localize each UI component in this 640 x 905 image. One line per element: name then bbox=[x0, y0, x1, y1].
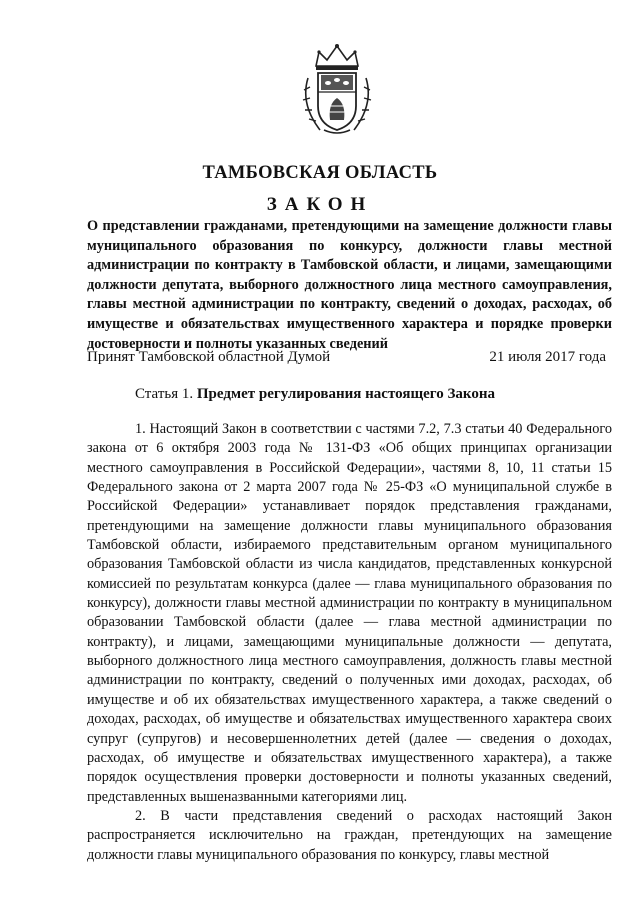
article-body bbox=[87, 420, 612, 865]
adoption-statement: Принят Тамбовской областной Думой bbox=[87, 349, 331, 365]
adoption-date: 21 июля 2017 года bbox=[489, 349, 606, 365]
law-title: О представлении гражданами, претендующими на замещение должности главы муниципального образования по конкурсу, должности главы местной администрации по контракту в Тамбовской области, и лицами, замещающими должности депутата, выборного должностного лица местного самоуправления, главы местной администрации по контракту, сведений о доходах, расходах, об имуществе и обязательствах имущественного характера и порядке проверки достоверности и полноты указанных сведений bbox=[87, 218, 612, 352]
article-number: Статья 1. bbox=[135, 386, 194, 402]
article-heading bbox=[135, 386, 495, 403]
law-heading: ЗАКОН bbox=[266, 194, 374, 215]
coat-of-arms-icon bbox=[294, 40, 380, 136]
paragraph-1: 1. Настоящий Закон в соответствии с частями 7.2, 7.3 статьи 40 Федерального закона от 6 октября 2003 года № 131-ФЗ «Об общих принципах организации местного самоуправления в Российской Федерации», частями 8, 10, 11 статьи 15 Федерального закона от 2 марта 2007 года № 25-ФЗ «О муниципальной службе в Российской Федерации» устанавливает порядок представления гражданами, претендующими на замещение должности главы муниципального образования Тамбовской области, избираемого представительным органом муниципального образования Тамбовской области из числа кандидатов, представленных конкурсной комиссией по результатам конкурса (далее — глава муниципального образования по конкурсу), должности главы местной администрации по контракту в муниципальном образовании Тамбовской области (далее — глава местной администрации по контракту), и лицами, замещающими муниципальные должности — депутата, выборного должностного лица местного самоуправления, должность главы местной администрации по контракту, сведений о полученных ими доходах, расходах, об имуществе и об их обязательствах имущественного характера, а также сведений о доходах, расходах, об имуществе и обязательствах имущественного характера своих супруг (супругов) и несовершеннолетних детей (далее — сведения о доходах, расходах, об имуществе и обязательствах имущественного характера), а также порядок осуществления проверки достоверности и полноты указанных сведений, представленных вышеназванными категориями лиц. bbox=[87, 421, 612, 805]
region-heading: ТАМБОВСКАЯ ОБЛАСТЬ bbox=[202, 163, 438, 183]
paragraph-2: 2. В части представления сведений о расходах настоящий Закон распространяется исключительно на граждан, претендующих на замещение должности главы муниципального образования по конкурсу, главы местной bbox=[87, 807, 612, 863]
article-title: Предмет регулирования настоящего Закона bbox=[196, 386, 495, 402]
